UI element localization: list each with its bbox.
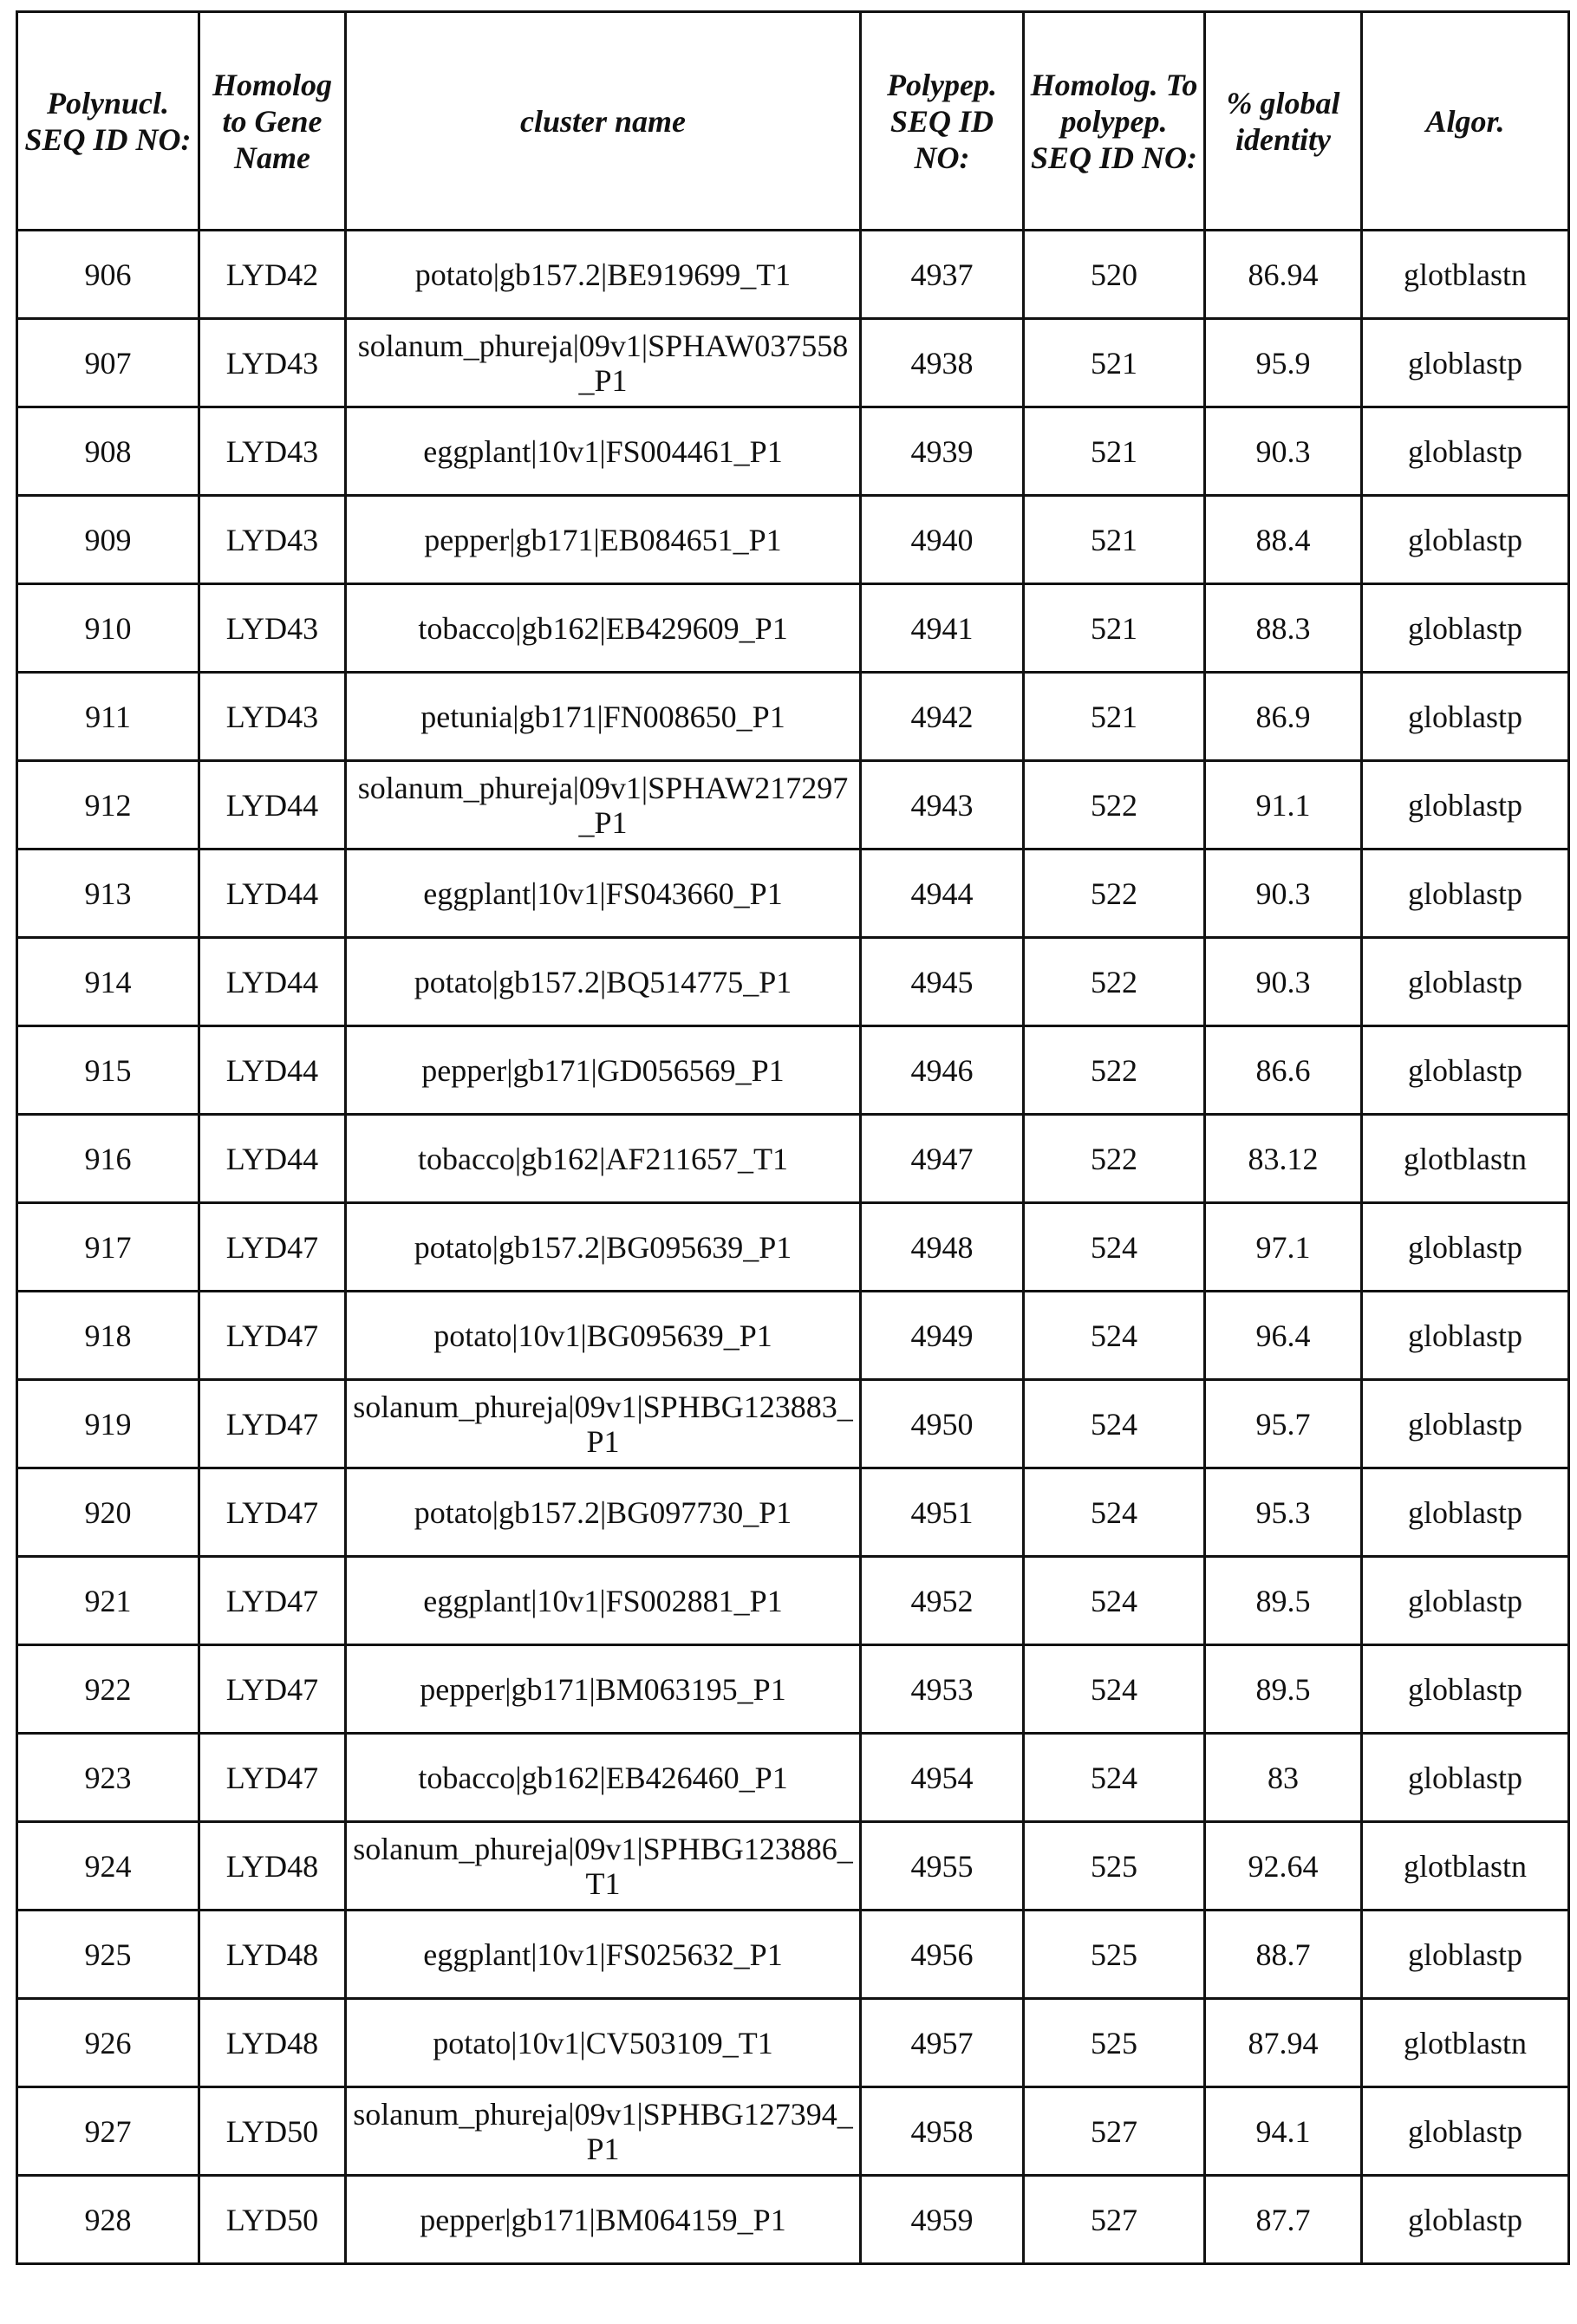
cell-algorithm: glotblastn (1362, 1115, 1569, 1203)
cell-polynucleotide-seq-id: 923 (17, 1734, 199, 1822)
cell-cluster-name: tobacco|gb162|EB429609_P1 (346, 584, 861, 673)
homolog-table (16, 10, 1570, 2265)
cell-homolog-polypeptide-seq-id: 521 (1024, 584, 1205, 673)
cell-polypeptide-seq-id: 4948 (861, 1203, 1024, 1292)
cell-homolog-polypeptide-seq-id: 522 (1024, 761, 1205, 850)
cell-polypeptide-seq-id: 4951 (861, 1468, 1024, 1557)
cell-polypeptide-seq-id: 4945 (861, 938, 1024, 1026)
cell-global-identity: 90.3 (1205, 938, 1362, 1026)
table-row (17, 2087, 1569, 2176)
cell-gene-name: LYD43 (199, 407, 346, 496)
cell-global-identity: 87.7 (1205, 2176, 1362, 2264)
table-row (17, 584, 1569, 673)
cell-gene-name: LYD47 (199, 1292, 346, 1380)
cell-global-identity: 90.3 (1205, 407, 1362, 496)
table-row (17, 231, 1569, 319)
cell-polynucleotide-seq-id: 925 (17, 1911, 199, 1999)
header-homolog-polypeptide-seq-id: Homolog. To polypep. SEQ ID NO: (1024, 12, 1205, 231)
cell-polynucleotide-seq-id: 906 (17, 231, 199, 319)
cell-gene-name: LYD44 (199, 1026, 346, 1115)
cell-polynucleotide-seq-id: 926 (17, 1999, 199, 2087)
cell-cluster-name: eggplant|10v1|FS025632_P1 (346, 1911, 861, 1999)
cell-gene-name: LYD50 (199, 2176, 346, 2264)
cell-homolog-polypeptide-seq-id: 521 (1024, 496, 1205, 584)
cell-homolog-polypeptide-seq-id: 524 (1024, 1557, 1205, 1645)
table-row (17, 2176, 1569, 2264)
cell-cluster-name: solanum_phureja|09v1|SPHBG123883_P1 (346, 1380, 861, 1468)
cell-global-identity: 90.3 (1205, 850, 1362, 938)
cell-cluster-name: petunia|gb171|FN008650_P1 (346, 673, 861, 761)
cell-polypeptide-seq-id: 4952 (861, 1557, 1024, 1645)
cell-polypeptide-seq-id: 4943 (861, 761, 1024, 850)
cell-global-identity: 86.6 (1205, 1026, 1362, 1115)
cell-cluster-name: potato|10v1|CV503109_T1 (346, 1999, 861, 2087)
cell-homolog-polypeptide-seq-id: 525 (1024, 1822, 1205, 1911)
cell-algorithm: globlastp (1362, 673, 1569, 761)
cell-gene-name: LYD43 (199, 584, 346, 673)
table-row (17, 1468, 1569, 1557)
cell-global-identity: 86.94 (1205, 231, 1362, 319)
cell-gene-name: LYD47 (199, 1203, 346, 1292)
cell-homolog-polypeptide-seq-id: 521 (1024, 319, 1205, 407)
cell-homolog-polypeptide-seq-id: 524 (1024, 1645, 1205, 1734)
cell-homolog-polypeptide-seq-id: 527 (1024, 2087, 1205, 2176)
cell-algorithm: globlastp (1362, 938, 1569, 1026)
cell-algorithm: globlastp (1362, 1203, 1569, 1292)
cell-algorithm: globlastp (1362, 1557, 1569, 1645)
cell-polypeptide-seq-id: 4940 (861, 496, 1024, 584)
cell-global-identity: 95.3 (1205, 1468, 1362, 1557)
cell-global-identity: 88.4 (1205, 496, 1362, 584)
cell-gene-name: LYD50 (199, 2087, 346, 2176)
table-row (17, 673, 1569, 761)
cell-polypeptide-seq-id: 4953 (861, 1645, 1024, 1734)
table-row (17, 761, 1569, 850)
cell-homolog-polypeptide-seq-id: 520 (1024, 231, 1205, 319)
cell-algorithm: globlastp (1362, 1380, 1569, 1468)
cell-global-identity: 89.5 (1205, 1557, 1362, 1645)
table-row (17, 319, 1569, 407)
table-row (17, 1645, 1569, 1734)
cell-polypeptide-seq-id: 4950 (861, 1380, 1024, 1468)
cell-algorithm: globlastp (1362, 407, 1569, 496)
cell-global-identity: 83.12 (1205, 1115, 1362, 1203)
cell-gene-name: LYD47 (199, 1468, 346, 1557)
header-polynucleotide-seq-id: Polynucl. SEQ ID NO: (17, 12, 199, 231)
cell-algorithm: globlastp (1362, 496, 1569, 584)
cell-cluster-name: tobacco|gb162|EB426460_P1 (346, 1734, 861, 1822)
cell-polypeptide-seq-id: 4955 (861, 1822, 1024, 1911)
cell-gene-name: LYD43 (199, 673, 346, 761)
table-row (17, 1115, 1569, 1203)
cell-gene-name: LYD48 (199, 1999, 346, 2087)
table-row (17, 1026, 1569, 1115)
cell-gene-name: LYD44 (199, 850, 346, 938)
cell-global-identity: 95.7 (1205, 1380, 1362, 1468)
cell-polypeptide-seq-id: 4949 (861, 1292, 1024, 1380)
header-homolog-gene-name: Homolog to Gene Name (199, 12, 346, 231)
cell-global-identity: 88.7 (1205, 1911, 1362, 1999)
cell-homolog-polypeptide-seq-id: 522 (1024, 1026, 1205, 1115)
cell-homolog-polypeptide-seq-id: 527 (1024, 2176, 1205, 2264)
cell-polynucleotide-seq-id: 912 (17, 761, 199, 850)
cell-cluster-name: pepper|gb171|BM063195_P1 (346, 1645, 861, 1734)
cell-cluster-name: eggplant|10v1|FS004461_P1 (346, 407, 861, 496)
cell-algorithm: globlastp (1362, 1026, 1569, 1115)
cell-polynucleotide-seq-id: 910 (17, 584, 199, 673)
cell-polypeptide-seq-id: 4947 (861, 1115, 1024, 1203)
cell-polynucleotide-seq-id: 917 (17, 1203, 199, 1292)
table-row (17, 407, 1569, 496)
cell-homolog-polypeptide-seq-id: 525 (1024, 1911, 1205, 1999)
cell-cluster-name: eggplant|10v1|FS043660_P1 (346, 850, 861, 938)
cell-polynucleotide-seq-id: 911 (17, 673, 199, 761)
cell-polynucleotide-seq-id: 920 (17, 1468, 199, 1557)
cell-algorithm: globlastp (1362, 1292, 1569, 1380)
cell-gene-name: LYD43 (199, 319, 346, 407)
cell-cluster-name: solanum_phureja|09v1|SPHAW217297_P1 (346, 761, 861, 850)
cell-global-identity: 96.4 (1205, 1292, 1362, 1380)
table-row (17, 1911, 1569, 1999)
cell-gene-name: LYD43 (199, 496, 346, 584)
table-row (17, 1203, 1569, 1292)
cell-algorithm: globlastp (1362, 2087, 1569, 2176)
cell-homolog-polypeptide-seq-id: 524 (1024, 1203, 1205, 1292)
cell-cluster-name: pepper|gb171|GD056569_P1 (346, 1026, 861, 1115)
cell-homolog-polypeptide-seq-id: 522 (1024, 850, 1205, 938)
cell-global-identity: 89.5 (1205, 1645, 1362, 1734)
header-row (17, 12, 1569, 231)
cell-homolog-polypeptide-seq-id: 525 (1024, 1999, 1205, 2087)
cell-polypeptide-seq-id: 4946 (861, 1026, 1024, 1115)
table-row (17, 850, 1569, 938)
table-row (17, 1380, 1569, 1468)
cell-gene-name: LYD47 (199, 1645, 346, 1734)
cell-algorithm: glotblastn (1362, 1999, 1569, 2087)
cell-polypeptide-seq-id: 4944 (861, 850, 1024, 938)
cell-global-identity: 95.9 (1205, 319, 1362, 407)
cell-cluster-name: eggplant|10v1|FS002881_P1 (346, 1557, 861, 1645)
cell-global-identity: 94.1 (1205, 2087, 1362, 2176)
cell-global-identity: 86.9 (1205, 673, 1362, 761)
cell-homolog-polypeptide-seq-id: 521 (1024, 673, 1205, 761)
cell-cluster-name: solanum_phureja|09v1|SPHAW037558_P1 (346, 319, 861, 407)
cell-polynucleotide-seq-id: 928 (17, 2176, 199, 2264)
cell-polypeptide-seq-id: 4941 (861, 584, 1024, 673)
cell-gene-name: LYD47 (199, 1734, 346, 1822)
cell-gene-name: LYD47 (199, 1380, 346, 1468)
cell-polynucleotide-seq-id: 909 (17, 496, 199, 584)
cell-gene-name: LYD42 (199, 231, 346, 319)
cell-global-identity: 92.64 (1205, 1822, 1362, 1911)
cell-cluster-name: tobacco|gb162|AF211657_T1 (346, 1115, 861, 1203)
cell-polynucleotide-seq-id: 924 (17, 1822, 199, 1911)
cell-polypeptide-seq-id: 4942 (861, 673, 1024, 761)
cell-polynucleotide-seq-id: 918 (17, 1292, 199, 1380)
header-cluster-name: cluster name (346, 12, 861, 231)
table-row (17, 938, 1569, 1026)
cell-gene-name: LYD47 (199, 1557, 346, 1645)
cell-gene-name: LYD44 (199, 1115, 346, 1203)
cell-polynucleotide-seq-id: 919 (17, 1380, 199, 1468)
cell-cluster-name: solanum_phureja|09v1|SPHBG127394_P1 (346, 2087, 861, 2176)
cell-algorithm: globlastp (1362, 1468, 1569, 1557)
cell-homolog-polypeptide-seq-id: 524 (1024, 1380, 1205, 1468)
header-global-identity: % global identity (1205, 12, 1362, 231)
cell-polypeptide-seq-id: 4954 (861, 1734, 1024, 1822)
cell-global-identity: 88.3 (1205, 584, 1362, 673)
table-row (17, 1999, 1569, 2087)
header-algorithm: Algor. (1362, 12, 1569, 231)
cell-gene-name: LYD44 (199, 938, 346, 1026)
cell-global-identity: 87.94 (1205, 1999, 1362, 2087)
cell-algorithm: globlastp (1362, 761, 1569, 850)
table-row (17, 1292, 1569, 1380)
cell-algorithm: glotblastn (1362, 1822, 1569, 1911)
cell-cluster-name: potato|gb157.2|BQ514775_P1 (346, 938, 861, 1026)
cell-polynucleotide-seq-id: 921 (17, 1557, 199, 1645)
cell-algorithm: globlastp (1362, 584, 1569, 673)
cell-polynucleotide-seq-id: 916 (17, 1115, 199, 1203)
cell-homolog-polypeptide-seq-id: 521 (1024, 407, 1205, 496)
cell-polynucleotide-seq-id: 913 (17, 850, 199, 938)
cell-algorithm: globlastp (1362, 319, 1569, 407)
cell-homolog-polypeptide-seq-id: 522 (1024, 938, 1205, 1026)
cell-homolog-polypeptide-seq-id: 524 (1024, 1734, 1205, 1822)
cell-algorithm: globlastp (1362, 2176, 1569, 2264)
cell-polypeptide-seq-id: 4958 (861, 2087, 1024, 2176)
cell-cluster-name: solanum_phureja|09v1|SPHBG123886_T1 (346, 1822, 861, 1911)
cell-homolog-polypeptide-seq-id: 524 (1024, 1292, 1205, 1380)
cell-algorithm: globlastp (1362, 1734, 1569, 1822)
cell-cluster-name: pepper|gb171|EB084651_P1 (346, 496, 861, 584)
cell-algorithm: globlastp (1362, 850, 1569, 938)
header-polypeptide-seq-id: Polypep. SEQ ID NO: (861, 12, 1024, 231)
table-row (17, 1557, 1569, 1645)
cell-polypeptide-seq-id: 4939 (861, 407, 1024, 496)
cell-polypeptide-seq-id: 4956 (861, 1911, 1024, 1999)
cell-cluster-name: potato|gb157.2|BE919699_T1 (346, 231, 861, 319)
cell-polypeptide-seq-id: 4937 (861, 231, 1024, 319)
table-row (17, 1822, 1569, 1911)
cell-cluster-name: pepper|gb171|BM064159_P1 (346, 2176, 861, 2264)
cell-polypeptide-seq-id: 4957 (861, 1999, 1024, 2087)
cell-polynucleotide-seq-id: 907 (17, 319, 199, 407)
cell-gene-name: LYD44 (199, 761, 346, 850)
cell-polynucleotide-seq-id: 908 (17, 407, 199, 496)
cell-polynucleotide-seq-id: 915 (17, 1026, 199, 1115)
cell-gene-name: LYD48 (199, 1822, 346, 1911)
cell-homolog-polypeptide-seq-id: 522 (1024, 1115, 1205, 1203)
cell-cluster-name: potato|gb157.2|BG095639_P1 (346, 1203, 861, 1292)
cell-global-identity: 97.1 (1205, 1203, 1362, 1292)
cell-algorithm: glotblastn (1362, 231, 1569, 319)
cell-polynucleotide-seq-id: 914 (17, 938, 199, 1026)
cell-polynucleotide-seq-id: 922 (17, 1645, 199, 1734)
cell-polypeptide-seq-id: 4938 (861, 319, 1024, 407)
cell-cluster-name: potato|10v1|BG095639_P1 (346, 1292, 861, 1380)
cell-cluster-name: potato|gb157.2|BG097730_P1 (346, 1468, 861, 1557)
cell-homolog-polypeptide-seq-id: 524 (1024, 1468, 1205, 1557)
table-row (17, 1734, 1569, 1822)
cell-global-identity: 83 (1205, 1734, 1362, 1822)
cell-polypeptide-seq-id: 4959 (861, 2176, 1024, 2264)
cell-global-identity: 91.1 (1205, 761, 1362, 850)
cell-algorithm: globlastp (1362, 1645, 1569, 1734)
cell-algorithm: globlastp (1362, 1911, 1569, 1999)
cell-polynucleotide-seq-id: 927 (17, 2087, 199, 2176)
cell-gene-name: LYD48 (199, 1911, 346, 1999)
table-row (17, 496, 1569, 584)
